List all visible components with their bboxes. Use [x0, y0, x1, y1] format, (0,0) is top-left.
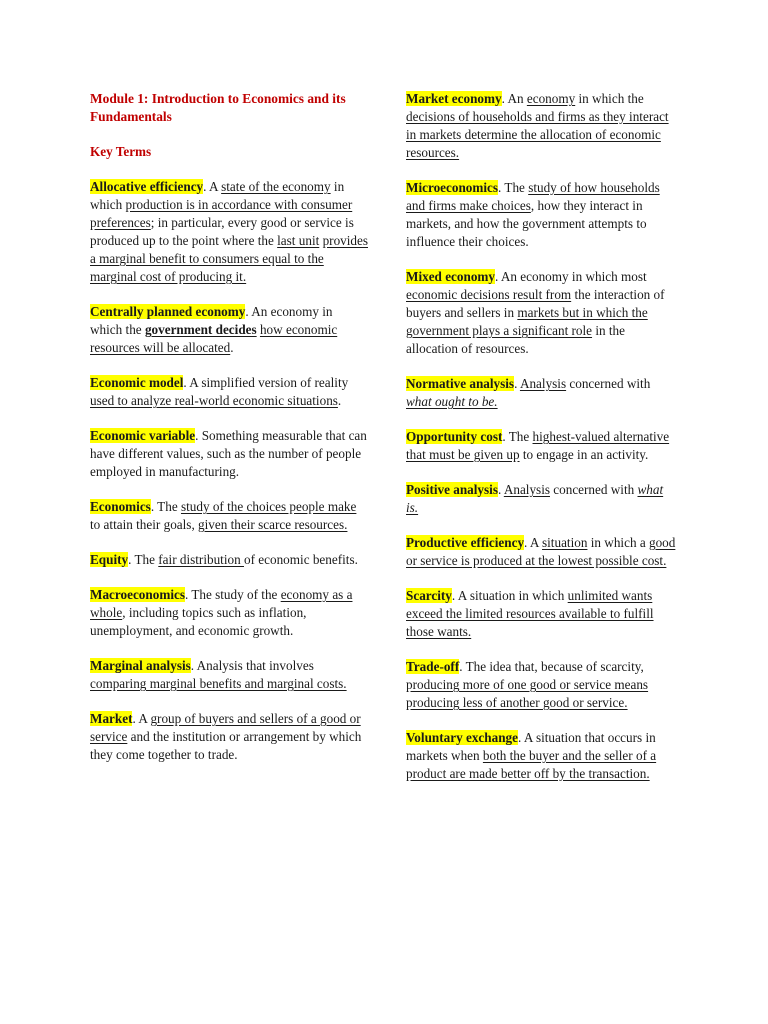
definition-text: of economic benefits.: [244, 552, 358, 567]
term-label: Scarcity: [406, 588, 452, 603]
emphasized-text: both the buyer and the seller of a product are made better off by the transaction.: [406, 748, 657, 781]
emphasized-text: fair distribution: [158, 552, 244, 567]
definition-entry: [406, 481, 678, 517]
definition-text: . A: [524, 535, 543, 550]
emphasized-text: comparing marginal benefits and marginal costs.: [90, 676, 347, 691]
definition-entry: [406, 90, 678, 162]
emphasized-text: markets but in which the government plays a significant role: [406, 305, 648, 338]
definition-text: concerned with: [549, 482, 638, 497]
term-label: Voluntary exchange: [406, 730, 518, 745]
definition-entry: [406, 375, 678, 411]
definition-text: and the institution or arrangement by which they come together to trade.: [90, 729, 362, 762]
definition-text: . Analysis that involves: [190, 658, 314, 673]
definition-text: .: [497, 482, 504, 497]
definition-text: concerned with: [566, 376, 651, 391]
emphasized-text: good or service is produced at the lowest possible cost.: [406, 535, 676, 568]
right-column: [406, 90, 678, 800]
definition-entry: [406, 428, 678, 464]
emphasized-text: used to analyze real-world economic situations: [90, 393, 338, 408]
right-term-list: [406, 90, 678, 783]
emphasized-text: study of how households and firms make choices: [406, 180, 660, 213]
definition-text: . A simplified version of reality: [183, 375, 349, 390]
definition-entry: [90, 710, 368, 764]
definition-text: to attain their goals,: [90, 517, 199, 532]
definition-entry: [406, 268, 678, 358]
definition-text: . A situation in which: [451, 588, 568, 603]
definition-text: the interaction of buyers and sellers in: [406, 287, 665, 320]
module-title: Module 1: Introduction to Economics and its Fundamentals: [90, 91, 346, 124]
emphasized-text: situation: [542, 535, 588, 550]
emphasized-text: last unit: [277, 233, 320, 248]
emphasized-text: highest-valued alternative that must be given up: [406, 429, 670, 462]
definition-text: . A situation that occurs in markets when: [406, 730, 656, 763]
emphasized-text: government decides: [144, 322, 257, 337]
definition-text: . The study of the: [184, 587, 281, 602]
term-label: Opportunity cost: [406, 429, 503, 444]
emphasized-text: economy: [526, 91, 576, 106]
emphasized-text: producing more of one good or service means producing less of another good or service.: [406, 677, 649, 710]
emphasized-text: Analysis: [519, 376, 567, 391]
emphasized-text: what is.: [406, 482, 664, 515]
emphasized-text: study of the choices people make: [180, 499, 357, 514]
definition-text: . An economy in which the: [90, 304, 333, 337]
left-column: [90, 90, 368, 781]
term-label: Macroeconomics: [90, 587, 185, 602]
definition-text: .: [337, 393, 342, 408]
definition-text: in which a: [587, 535, 649, 550]
term-label: Economic variable: [90, 428, 196, 443]
definition-text: . The: [150, 499, 181, 514]
definition-text: . A: [203, 179, 222, 194]
definition-entry: [90, 303, 368, 357]
emphasized-text: decisions of households and firms as they interact in markets determine the allocation of economic resources.: [406, 109, 669, 160]
definition-text: in which the: [575, 91, 644, 106]
definition-text: . The: [128, 552, 159, 567]
section-heading: Key Terms: [90, 144, 152, 159]
definition-text: . The: [502, 429, 533, 444]
definition-text: . The idea that, because of scarcity,: [459, 659, 644, 674]
term-label: Marginal analysis: [90, 658, 191, 673]
definition-text: ; in particular, every good or service is produced up to the point where the: [90, 215, 354, 248]
definition-entry: [90, 374, 368, 410]
definition-entry: [90, 586, 368, 640]
emphasized-text: state of the economy: [221, 179, 331, 194]
definition-text: .: [230, 340, 234, 355]
definition-entry: [90, 657, 368, 693]
definition-text: . An economy in which most: [495, 269, 647, 284]
definition-text: . An: [501, 91, 527, 106]
emphasized-text: economic decisions result from: [406, 287, 572, 302]
definition-text: .: [514, 376, 520, 391]
emphasized-text: production is in accordance with consumer preferences: [90, 197, 353, 230]
term-label: Market: [90, 711, 133, 726]
term-label: Mixed economy: [406, 269, 495, 284]
emphasized-text: economy as a whole: [90, 587, 353, 620]
definition-entry: [406, 729, 678, 783]
definition-text: . Something measurable that can have different values, such as the number of people employed in manufacturing.: [90, 428, 367, 479]
term-label: Microeconomics: [406, 180, 499, 195]
term-label: Market economy: [406, 91, 502, 106]
term-label: Equity: [90, 552, 129, 567]
definition-entry: [406, 534, 678, 570]
definition-text: , including topics such as inflation, unemployment, and economic growth.: [90, 605, 307, 638]
emphasized-text: group of buyers and sellers of a good or service: [90, 711, 361, 744]
definition-text: . A: [132, 711, 151, 726]
term-label: Economics: [90, 499, 151, 514]
term-label: Allocative efficiency: [90, 179, 204, 194]
definition-text: . The: [498, 180, 529, 195]
definition-entry: [406, 587, 678, 641]
term-label: Normative analysis: [406, 376, 515, 391]
definition-text: to engage in an activity.: [519, 447, 649, 462]
left-term-list: [90, 178, 368, 764]
term-label: Positive analysis: [406, 482, 498, 497]
emphasized-text: provides a marginal benefit to consumers equal to the marginal cost of producing it.: [90, 233, 368, 284]
definition-text: in which: [90, 179, 345, 212]
term-label: Productive efficiency: [406, 535, 525, 550]
emphasized-text: unlimited wants exceed the limited resources available to fulfill those wants.: [406, 588, 654, 639]
definition-entry: [90, 178, 368, 286]
definition-text: in the allocation of resources.: [406, 323, 626, 356]
definition-text: , how they interact in markets, and how the government attempts to influence their choices.: [406, 198, 647, 249]
definition-entry: [406, 658, 678, 712]
definition-entry: [406, 179, 678, 251]
definition-entry: [90, 498, 368, 534]
definition-entry: [90, 427, 368, 481]
term-label: Economic model: [90, 375, 184, 390]
emphasized-text: given their scarce resources.: [198, 517, 348, 532]
emphasized-text: Analysis: [503, 482, 550, 497]
emphasized-text: how economic resources will be allocated: [90, 322, 338, 355]
term-label: Trade-off: [406, 659, 460, 674]
term-label: Centrally planned economy: [90, 304, 246, 319]
definition-entry: [90, 551, 368, 569]
emphasized-text: what ought to be.: [406, 394, 498, 409]
